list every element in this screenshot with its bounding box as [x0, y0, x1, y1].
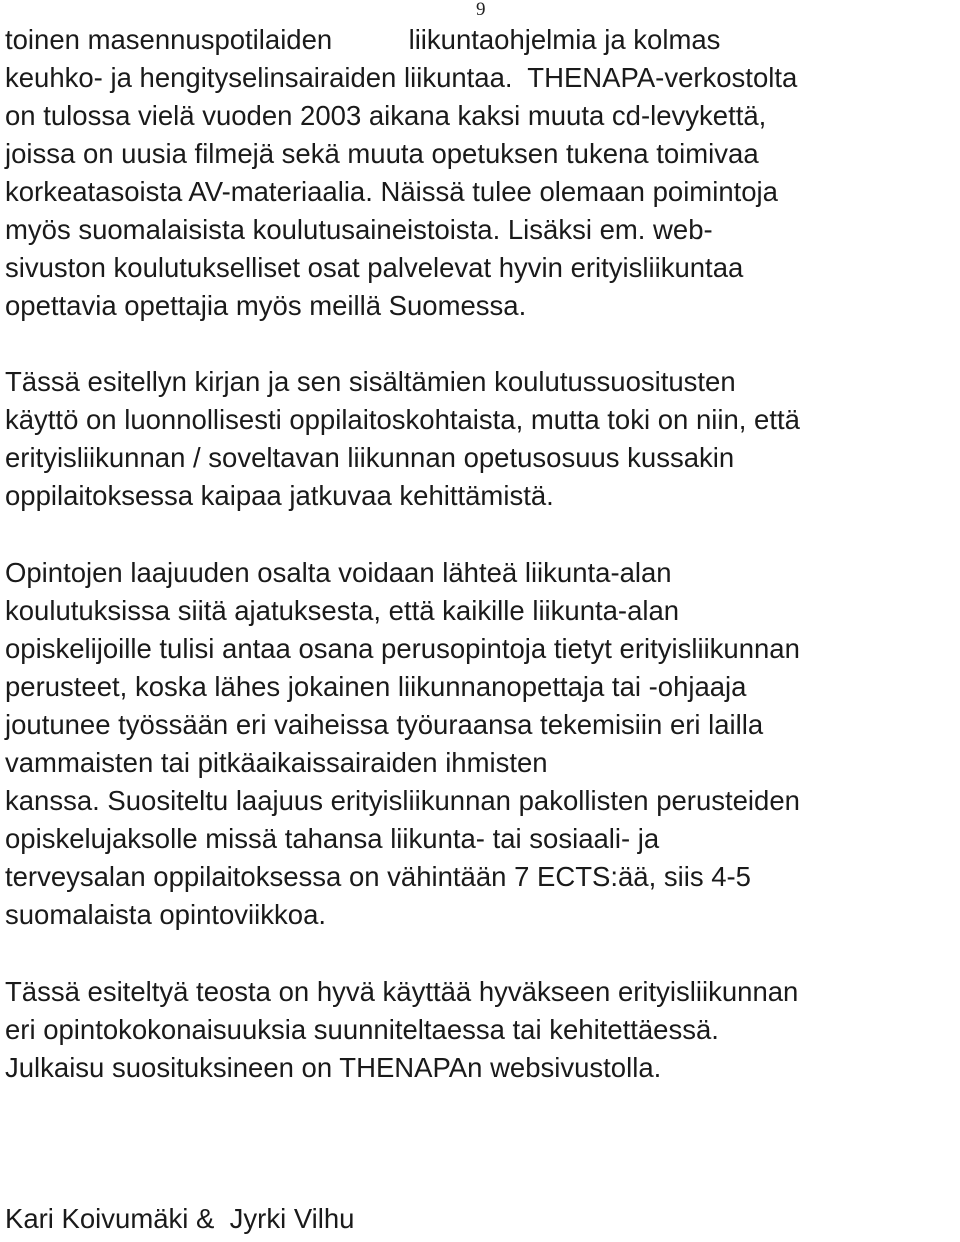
text-line: joutunee työssään eri vaiheissa työuraansa tekemisiin eri lailla — [5, 709, 764, 740]
text-line: joissa on uusia filmejä sekä muuta opetuksen tukena toimivaa — [5, 138, 759, 169]
text-line: eri opintokokonaisuuksia suunniteltaessa tai kehitettäessä. — [5, 1014, 719, 1045]
text-line: myös suomalaisista koulutusaineistoista. Lisäksi em. web- — [5, 214, 713, 245]
text-line: korkeatasoista AV-materiaalia. Näissä tulee olemaan poimintoja — [5, 176, 778, 207]
text-line: suomalaista opintoviikkoa. — [5, 899, 327, 930]
text-line: vammaisten tai pitkäaikaissairaiden ihmisten — [5, 747, 548, 778]
text-line: Julkaisu suosituksineen on THENAPAn websivustolla. — [5, 1052, 662, 1083]
text-line: Tässä esitellyn kirjan ja sen sisältämien koulutussuositusten — [5, 366, 736, 397]
text-line: Opintojen laajuuden osalta voidaan lähteä liikunta-alan — [5, 557, 672, 588]
text-line: perusteet, koska lähes jokainen liikunnanopettaja tai -ohjaaja — [5, 671, 747, 702]
author-signature: Kari Koivumäki & Jyrki Vilhu — [5, 1203, 355, 1234]
text-line: on tulossa vielä vuoden 2003 aikana kaksi muuta cd-levykettä, — [5, 100, 767, 131]
text-line: erityisliikunnan / soveltavan liikunnan opetusosuus kussakin — [5, 442, 735, 473]
text-line: opettavia opettajia myös meillä Suomessa. — [5, 290, 527, 321]
page-number: 9 — [476, 0, 486, 20]
text-line: käyttö on luonnollisesti oppilaitoskohtaista, mutta toki on niin, että — [5, 404, 800, 435]
text-line: toinen masennuspotilaiden liikuntaohjelmia ja kolmas — [5, 24, 721, 55]
text-line: opiskelujaksolle missä tahansa liikunta- tai sosiaali- ja — [5, 823, 660, 854]
text-line: kanssa. Suositeltu laajuus erityisliikunnan pakollisten perusteiden — [5, 785, 800, 816]
text-line: Tässä esiteltyä teosta on hyvä käyttää hyväkseen erityisliikunnan — [5, 976, 799, 1007]
text-line: sivuston koulutukselliset osat palvelevat hyvin erityisliikuntaa — [5, 252, 744, 283]
text-line: terveysalan oppilaitoksessa on vähintään 7 ECTS:ää, siis 4-5 — [5, 861, 751, 892]
text-line: oppilaitoksessa kaipaa jatkuvaa kehittämistä. — [5, 480, 554, 511]
text-line: koulutuksissa siitä ajatuksesta, että kaikille liikunta-alan — [5, 595, 680, 626]
text-line: keuhko- ja hengityselinsairaiden liikuntaa. THENAPA-verkostolta — [5, 62, 798, 93]
text-line: opiskelijoille tulisi antaa osana perusopintoja tietyt erityisliikunnan — [5, 633, 800, 664]
